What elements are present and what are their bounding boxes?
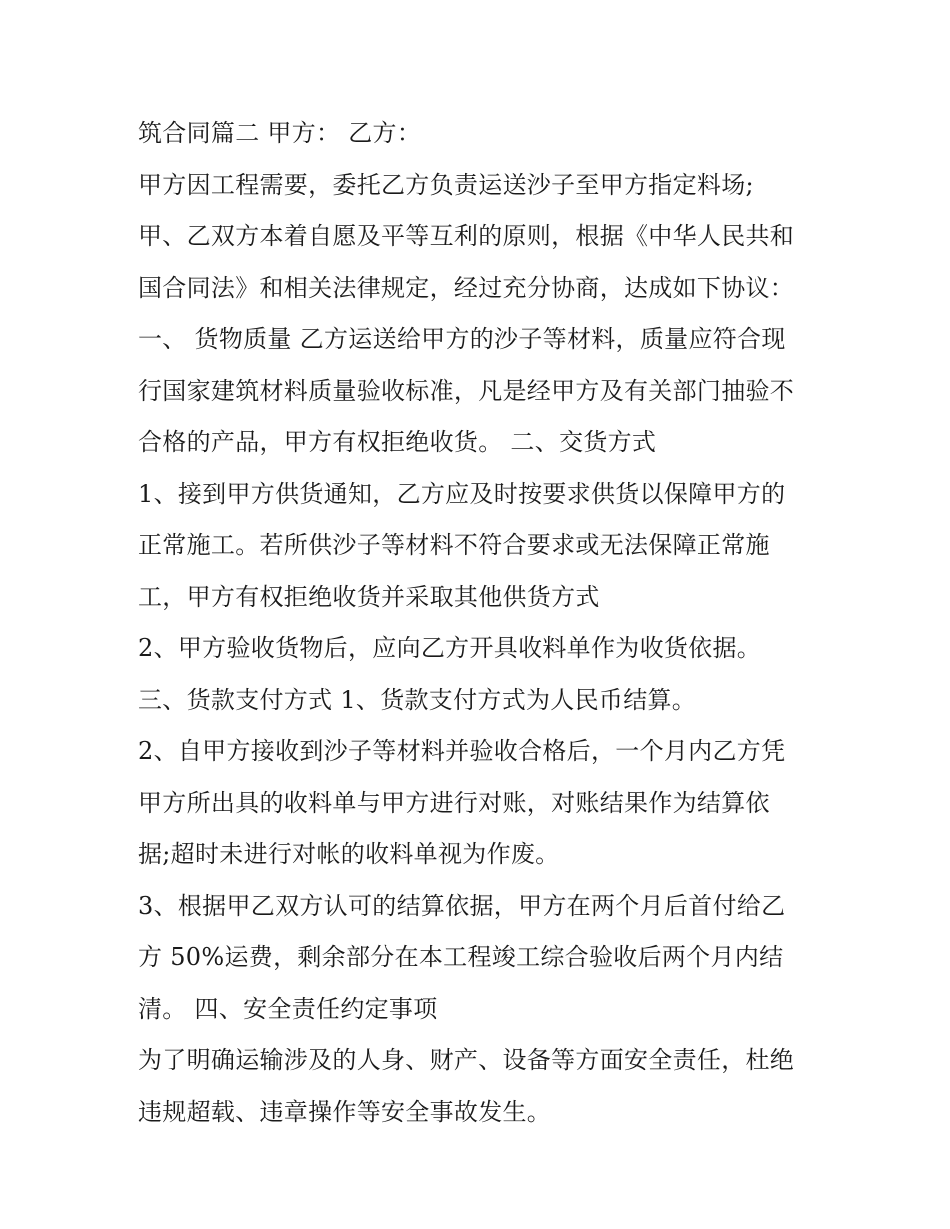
text-line: 为了明确运输涉及的人身、财产、设备等方面安全责任，杜绝	[138, 1046, 795, 1074]
text-line: 3、根据甲乙双方认可的结算依据，甲方在两个月后首付给乙	[138, 891, 786, 920]
text-line: 一、 货物质量 乙方运送给甲方的沙子等材料，质量应符合现	[138, 325, 786, 353]
text-line: 2、自甲方接收到沙子等材料并验收合格后，一个月内乙方凭	[138, 737, 786, 765]
text-line: 甲方所出具的收料单与甲方进行对账，对账结果作为结算依	[138, 788, 770, 817]
text-line: 国合同法》和相关法律规定，经过充分协商，达成如下协议：	[138, 273, 795, 302]
text-line: 甲方因工程需要，委托乙方负责运送沙子至甲方指定料场;	[138, 170, 754, 199]
text-line: 甲、乙双方本着自愿及平等互利的原则，根据《中华人民共和	[138, 222, 795, 250]
text-line: 正常施工。若所供沙子等材料不符合要求或无法保障正常施	[138, 531, 770, 559]
text-line: 清。 四、安全责任约定事项	[138, 994, 438, 1023]
text-line: 2、甲方验收货物后，应向乙方开具收料单作为收货依据。	[138, 634, 762, 662]
text-line: 合格的产品，甲方有权拒绝收货。 二、交货方式	[138, 428, 657, 456]
text-line: 方 50%运费，剩余部分在本工程竣工综合验收后两个月内结	[138, 943, 784, 971]
text-line: 行国家建筑材料质量验收标准，凡是经甲方及有关部门抽验不	[138, 376, 795, 405]
text-line: 工，甲方有权拒绝收货并采取其他供货方式	[138, 582, 600, 611]
text-line: 据;超时未进行对帐的收料单视为作废。	[138, 840, 560, 868]
text-line: 违规超载、违章操作等安全事故发生。	[138, 1097, 552, 1126]
text-line: 三、货款支付方式 1、货款支付方式为人民币结算。	[138, 685, 697, 714]
contract-body	[138, 108, 828, 1138]
text-line: 筑合同篇二 甲方： 乙方：	[138, 119, 422, 147]
text-line: 1、接到甲方供货通知，乙方应及时按要求供货以保障甲方的	[138, 479, 786, 508]
